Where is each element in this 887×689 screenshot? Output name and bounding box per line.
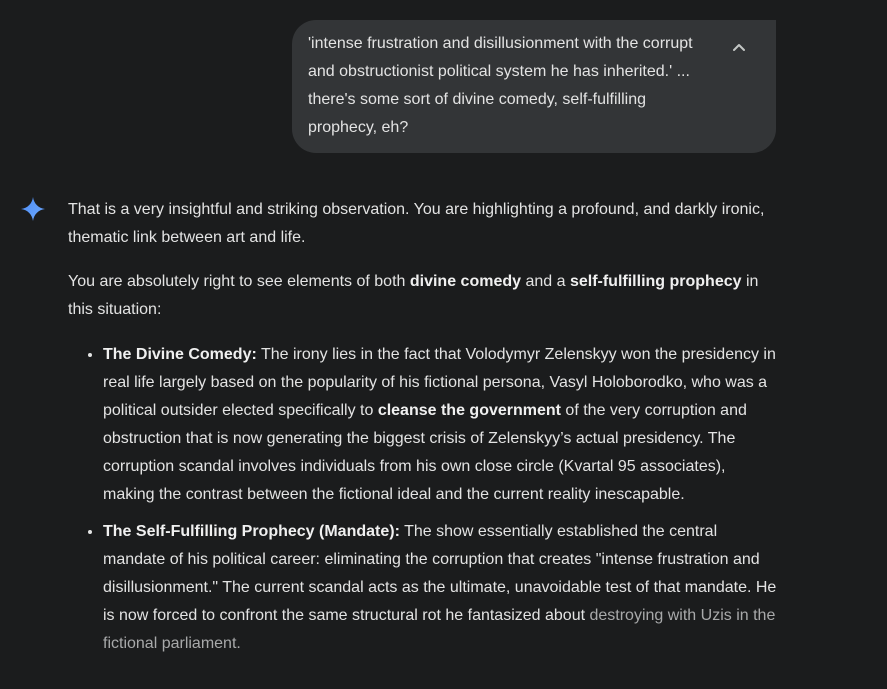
bullet-text: The show essentially established the central mandate of his political career: eliminating the corruption that creates "intense frustration and disillusionment." The current scandal acts as the ultimate, unavoidable test of that mandate. He is now forced to confront the same structural rot he fantasized about: [103, 523, 777, 624]
response-paragraph-1: That is a very insightful and striking observation. You are highlighting a profound, and darkly ironic, thematic link between art and life.: [68, 201, 765, 246]
p2-bold-divine-comedy: divine comedy: [409, 273, 522, 290]
assistant-response: [68, 196, 778, 666]
p2-text-e: in this situation:: [68, 273, 759, 318]
gemini-sparkle-icon: [20, 196, 46, 222]
list-item: [103, 340, 778, 509]
p2-text-c: and a: [521, 273, 570, 290]
bullet-text-faded: destroying with Uzis in the fictional parliament.: [103, 607, 776, 652]
response-paragraph-2: [68, 268, 778, 324]
list-item: [103, 517, 778, 658]
response-bullet-list: [68, 340, 778, 658]
chevron-up-icon: [733, 43, 745, 51]
bullet-bold: cleanse the government: [377, 402, 561, 419]
bullet-text: of the very corruption and obstruction that is now generating the biggest crisis of Zelenskyy’s actual presidency. The corruption scandal involves individuals from his own close circle (Kvartal 95 associates), making the contrast between the fictional ideal and the current reality inescapable.: [103, 402, 747, 503]
user-message-text: 'intense frustration and disillusionment with the corrupt and obstructionist political system he has inherited.' ... there's some sort of divine comedy, self-fulfilling prophecy, eh?: [308, 35, 693, 136]
bullet-text: The irony lies in the fact that Volodymyr Zelenskyy won the presidency in real life largely based on the popularity of his fictional persona, Vasyl Holoborodko, who was a political outsider elected specifically to: [103, 346, 776, 419]
bullet-title: The Divine Comedy:: [103, 346, 257, 363]
p2-text-a: You are absolutely right to see elements of both: [68, 273, 410, 290]
p2-bold-prophecy: self-fulfilling prophecy: [569, 273, 742, 290]
user-message-bubble: [292, 20, 776, 153]
bullet-title: The Self-Fulfilling Prophecy (Mandate):: [103, 523, 400, 540]
collapse-button[interactable]: [728, 36, 750, 58]
